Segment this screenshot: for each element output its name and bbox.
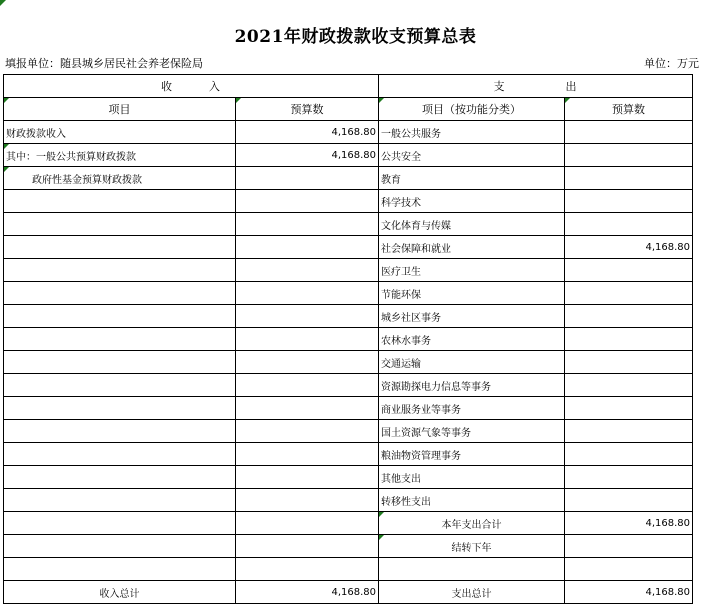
income-item [4,328,236,351]
year-total-value: 4,168.80 [565,512,693,535]
income-value [236,213,379,236]
expense-item: 公共安全 [379,144,565,167]
income-item [4,351,236,374]
table-row [4,374,693,397]
expense-item: 城乡社区事务 [379,305,565,328]
income-item [4,397,236,420]
table-row [4,420,693,443]
table-row [4,305,693,328]
table-row [4,282,693,305]
col-header-budget-2: 预算数 [565,98,693,121]
income-item: 其中：一般公共预算财政拨款 [4,144,236,167]
expense-value [565,328,693,351]
expense-value [565,190,693,213]
income-item [4,535,236,558]
currency-unit: 单位：万元 [644,57,699,70]
expense-item: 科学技术 [379,190,565,213]
carry-forward-label: 结转下年 [379,535,565,558]
expense-item: 国土资源气象等事务 [379,420,565,443]
income-item [4,305,236,328]
income-value [236,282,379,305]
income-value [236,259,379,282]
income-item [4,558,236,581]
expense-total-value: 4,168.80 [565,581,693,604]
income-value [236,558,379,581]
expense-value [565,420,693,443]
income-value [236,236,379,259]
expense-value: 4,168.80 [565,236,693,259]
expense-item: 资源勘探电力信息等事务 [379,374,565,397]
expense-value [565,351,693,374]
income-item [4,374,236,397]
income-value [236,443,379,466]
table-row [4,213,693,236]
table-row [4,443,693,466]
income-item [4,466,236,489]
expense-value [565,443,693,466]
expense-value [565,397,693,420]
income-value: 4,168.80 [236,144,379,167]
income-item [4,190,236,213]
income-total-value: 4,168.80 [236,581,379,604]
table-row [4,144,693,167]
expense-value [565,167,693,190]
year-total-label: 本年支出合计 [379,512,565,535]
expense-value [565,144,693,167]
income-value [236,167,379,190]
table-row [4,466,693,489]
expense-item: 粮油物资管理事务 [379,443,565,466]
page-title: 2021年财政拨款收支预算总表 [234,27,477,47]
expense-item [379,558,565,581]
expense-value [565,213,693,236]
col-header-item: 项目 [4,98,236,121]
table-row [4,489,693,512]
expense-item: 一般公共服务 [379,121,565,144]
expense-value [565,259,693,282]
expense-item: 农林水事务 [379,328,565,351]
income-value [236,328,379,351]
income-value [236,351,379,374]
expense-item: 其他支出 [379,466,565,489]
income-total-label: 收入总计 [4,581,236,604]
income-value [236,374,379,397]
income-item [4,489,236,512]
expense-value [565,466,693,489]
income-item [4,282,236,305]
income-item [4,236,236,259]
income-item: 政府性基金预算财政拨款 [4,167,236,190]
table-row [4,121,693,144]
expense-total-label: 支出总计 [379,581,565,604]
income-item [4,420,236,443]
reporting-unit: 填报单位：随县城乡居民社会养老保险局 [5,57,203,70]
expense-item: 交通运输 [379,351,565,374]
expense-item: 教育 [379,167,565,190]
table-row [4,558,693,581]
year-total-row [4,512,693,535]
table-row [4,397,693,420]
expense-item: 医疗卫生 [379,259,565,282]
grand-total-row [4,581,693,604]
income-item [4,512,236,535]
table-row [4,259,693,282]
income-value [236,489,379,512]
table-row [4,328,693,351]
income-value: 4,168.80 [236,121,379,144]
income-header: 收 入 [4,75,379,98]
income-value [236,535,379,558]
income-value [236,190,379,213]
expense-value [565,489,693,512]
table-row [4,190,693,213]
expense-item: 文化体育与传媒 [379,213,565,236]
income-item [4,443,236,466]
budget-table [3,74,693,604]
expense-item: 商业服务业等事务 [379,397,565,420]
income-item [4,213,236,236]
expense-item: 转移性支出 [379,489,565,512]
expense-value [565,282,693,305]
column-header-row [4,98,693,121]
expense-value [565,121,693,144]
income-value [236,420,379,443]
income-item: 财政拨款收入 [4,121,236,144]
carry-forward-row [4,535,693,558]
expense-value [565,374,693,397]
col-header-budget: 预算数 [236,98,379,121]
income-value [236,466,379,489]
income-item [4,259,236,282]
section-header-row [4,75,693,98]
expense-value [565,558,693,581]
table-row [4,351,693,374]
expense-item: 社会保障和就业 [379,236,565,259]
col-header-func-item: 项目（按功能分类） [379,98,565,121]
expense-value [565,305,693,328]
income-value [236,397,379,420]
table-row [4,236,693,259]
carry-forward-value [565,535,693,558]
table-row [4,167,693,190]
expense-item: 节能环保 [379,282,565,305]
expense-header: 支 出 [379,75,693,98]
income-value [236,512,379,535]
income-value [236,305,379,328]
cell-corner-marker [0,0,6,6]
